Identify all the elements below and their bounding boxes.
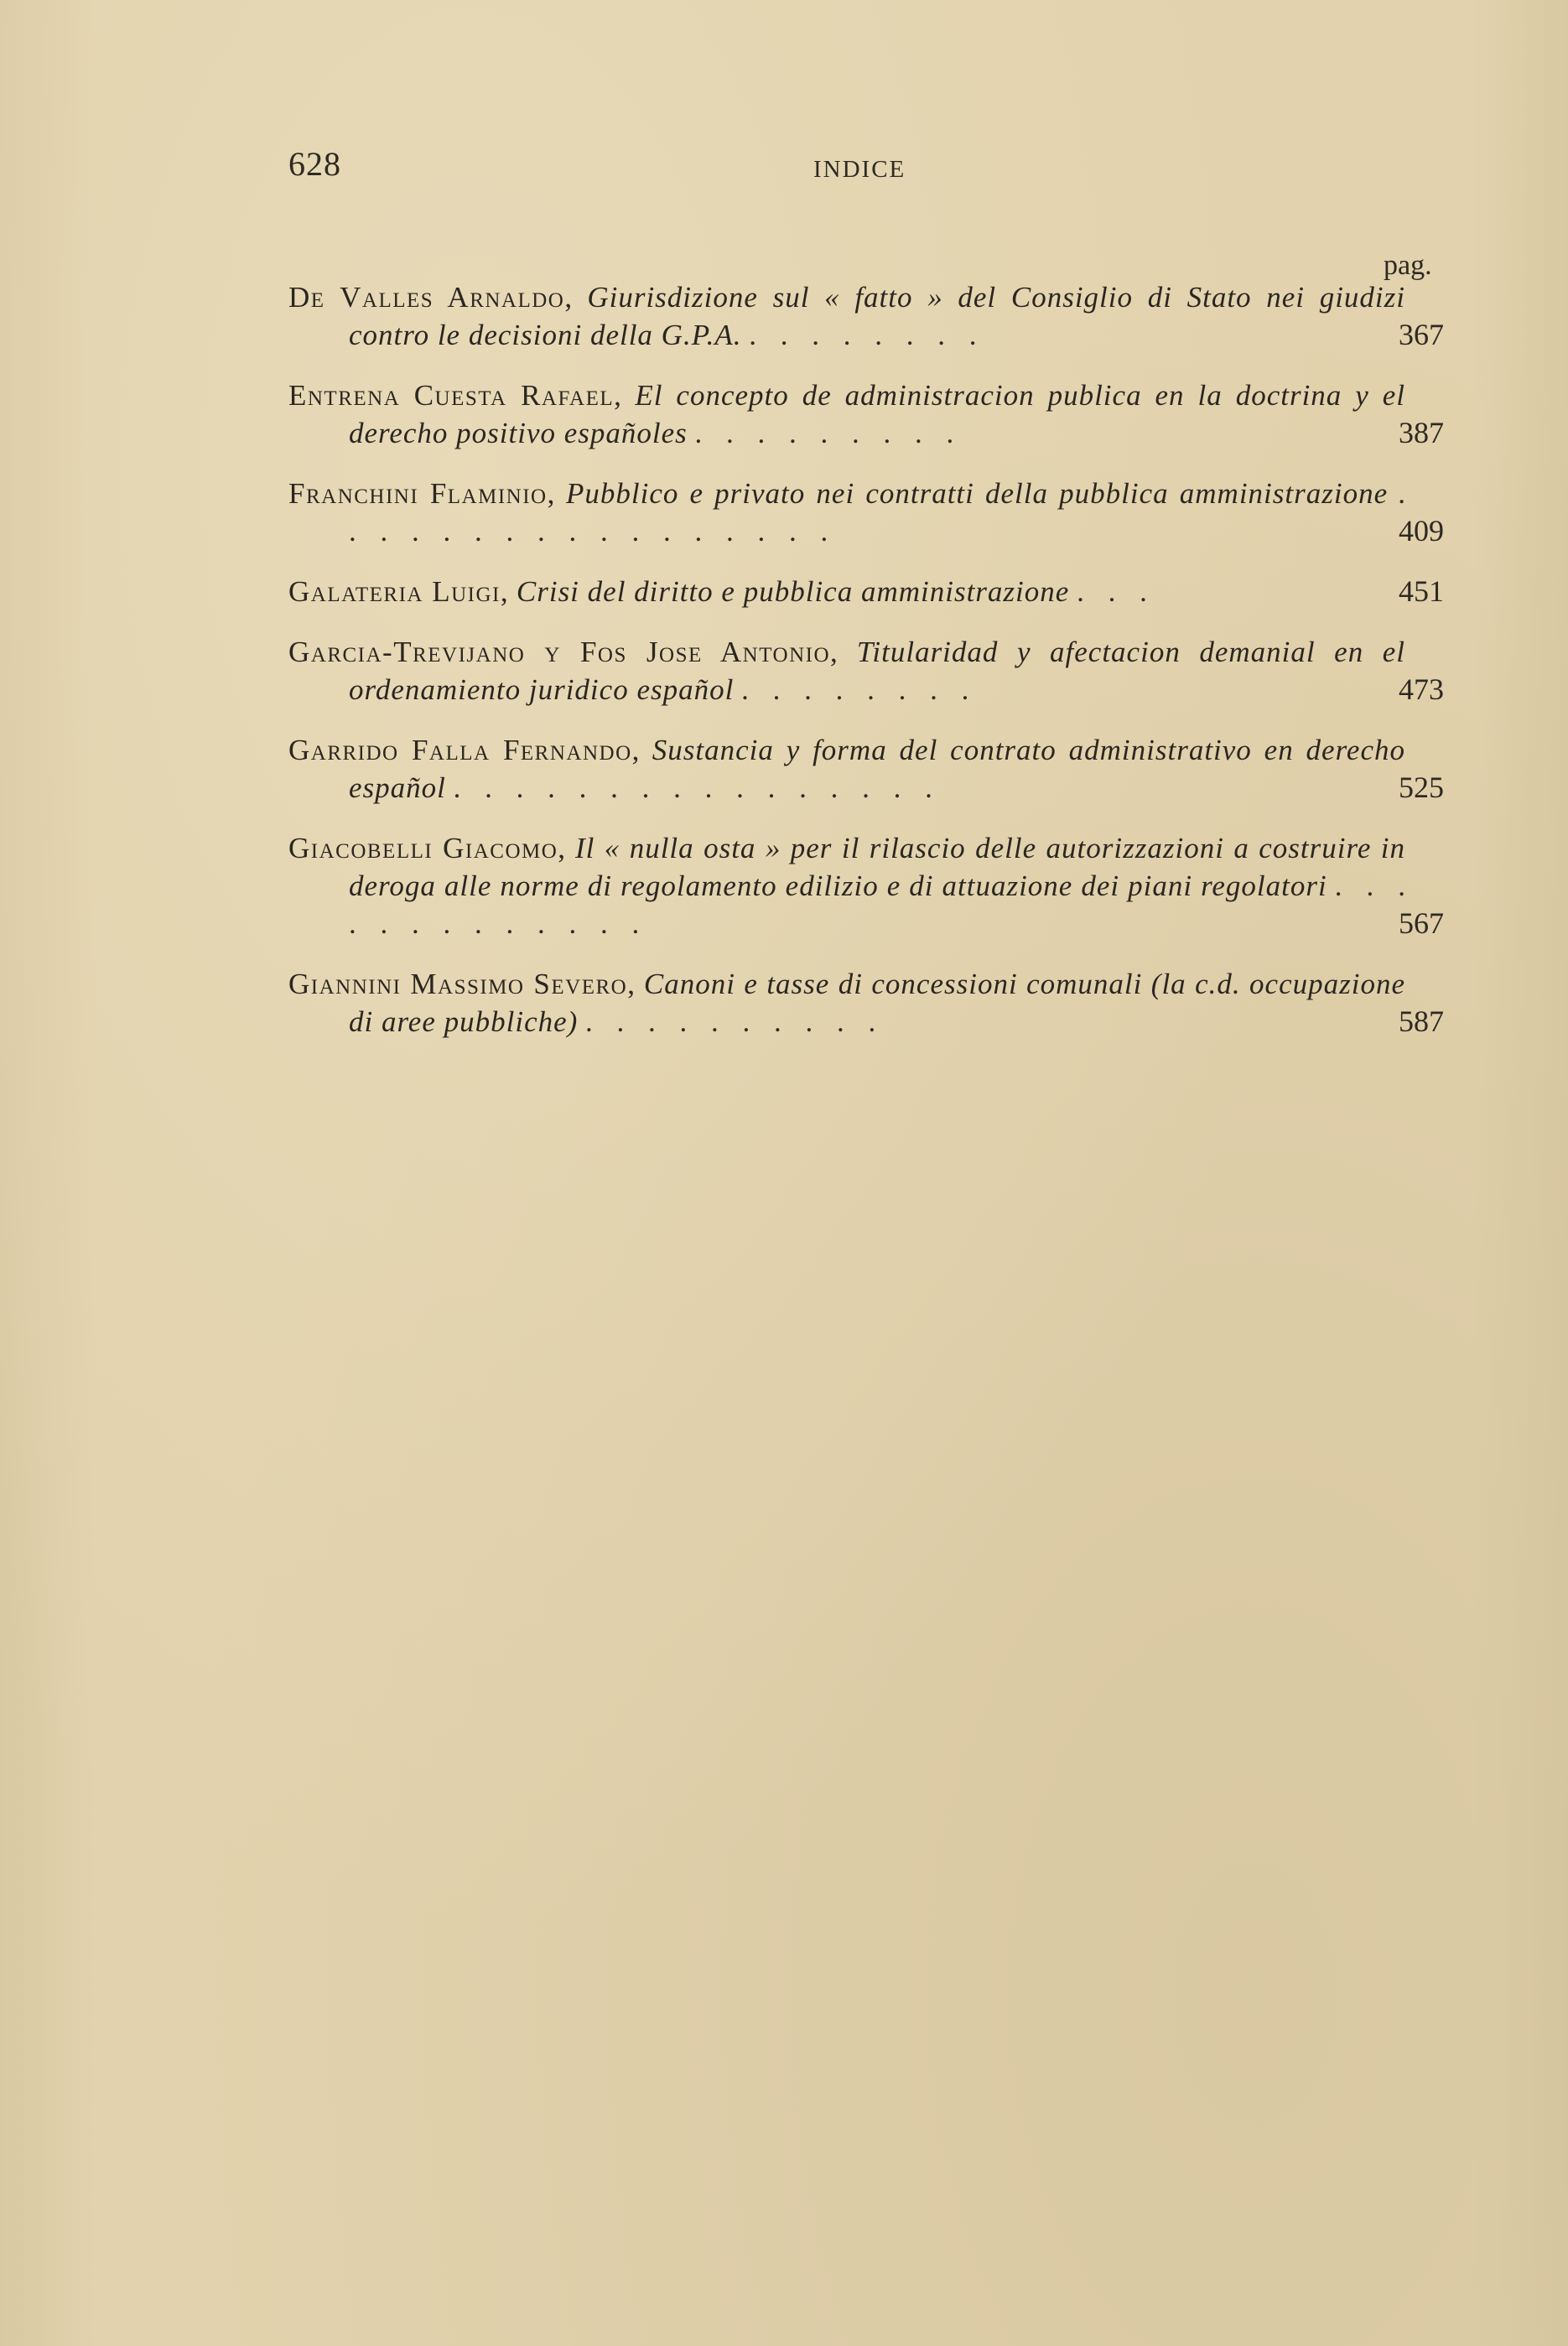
toc-entry [288,633,1446,708]
toc-entry-author: Garrido Falla Fernando, [288,734,641,766]
toc-entry-title: Giurisdizione sul « fatto » del Consiglio di Stato nei giudizi contro le decisioni della G.P.A. [349,281,1406,351]
dot-leader: . . . . . . . . [749,319,977,351]
toc-entry [288,731,1446,807]
toc-entry-title: Il « nulla osta » per il rilascio delle autorizzazioni a costruire in deroga alle norme di regolamento edilizio e di attuazione dei piani regolatori [349,832,1405,902]
toc-entry-title: Titularidad y afectacion demanial en el ordenamiento juridico español [349,636,1406,706]
table-of-contents [288,278,1446,1063]
toc-entry-author: Galateria Luigi, [288,575,510,608]
running-head: INDICE [813,156,906,183]
pag-column-label: pag. [1384,250,1432,281]
toc-entry-page: 525 [1399,771,1444,804]
toc-entry-page: 367 [1399,318,1444,351]
dot-leader: . . . . . . . . . . [585,1005,876,1038]
toc-entry [288,573,1446,610]
toc-entry-text [288,829,1405,942]
toc-entry-author: De Valles Arnaldo, [288,281,574,314]
toc-entry [288,278,1446,354]
toc-entry-text [288,731,1405,807]
toc-entry-author: Garcia-Trevijano y Fos Jose Antonio, [288,636,839,668]
toc-entry-title: Sustancia y forma del contrato administrativo en derecho español [349,734,1405,804]
dot-leader: . . . . . . . . . . . . . . . . [453,771,932,804]
toc-entry-page: 587 [1399,1004,1444,1038]
toc-entry-author: Franchini Flaminio, [288,477,556,510]
toc-entry [288,965,1446,1041]
toc-entry-title: El concepto de administracion publica en la doctrina y el derecho positivo españoles [349,379,1406,449]
toc-entry [288,376,1446,452]
toc-entry-title: Crisi del diritto e pubblica amministrazione [516,575,1070,608]
toc-entry-page: 567 [1399,906,1444,940]
toc-entry-text [288,633,1405,708]
toc-entry [288,475,1446,550]
toc-entry-author: Giacobelli Giacomo, [288,832,567,864]
toc-entry-page: 473 [1399,672,1444,706]
toc-entry-title: Pubblico e privato nei contratti della pubblica amministrazione [566,477,1389,510]
toc-entry-text [288,376,1405,452]
toc-entry-text [288,475,1405,550]
dot-leader: . . . . . . . . [741,673,969,706]
toc-entry-author: Entrena Cuesta Rafael, [288,379,623,412]
dot-leader: . . . . . . . . . . . . . [349,869,1406,940]
toc-entry [288,829,1446,942]
toc-entry-text [288,278,1405,354]
dot-leader: . . . . . . . . . [694,417,954,449]
toc-entry-page: 387 [1399,416,1444,449]
toc-entry-title: Canoni e tasse di concessioni comunali (la c.d. occupazione di aree pubbliche) [349,968,1405,1038]
toc-entry-text [288,965,1405,1041]
toc-entry-author: Giannini Massimo Severo, [288,968,636,1000]
toc-entry-page: 409 [1399,514,1444,548]
toc-entry-page: 451 [1399,574,1444,608]
dot-leader: . . . . . . . . . . . . . . . . . [349,477,1405,548]
toc-entry-text [288,573,1405,610]
page-number: 628 [288,145,341,183]
dot-leader: . . . [1077,575,1147,608]
